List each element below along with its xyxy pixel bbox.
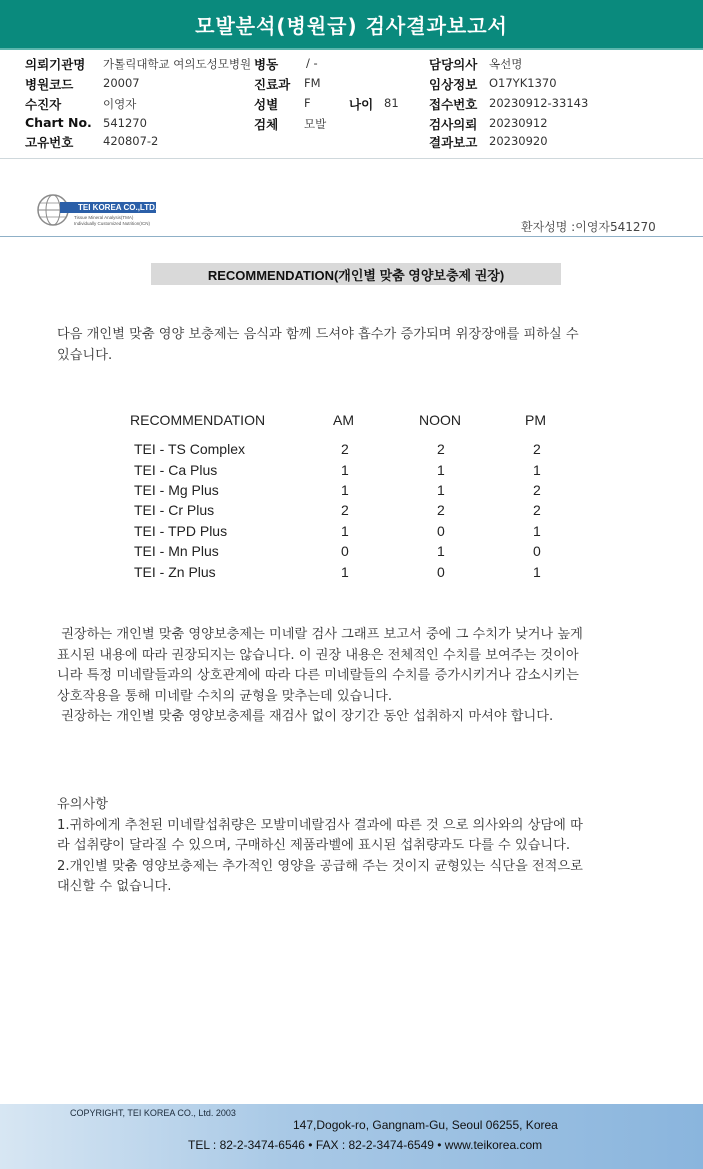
recommendation-title <box>151 263 561 285</box>
intro-line: 다음 개인별 맞춤 영양 보충제는 음식과 함께 드셔야 흡수가 증가되며 위장장애를 피하실 수 <box>57 327 579 342</box>
caution-line: 1.귀하에게 추천된 미네랄섭취량은 모발미네랄검사 결과에 따른 것 으로 의사와의 상담에 따 <box>57 817 583 833</box>
am-dose: 2 <box>341 502 349 518</box>
notice-line: 니라 특정 미네랄들과의 상호관계에 따라 다른 미네랄들의 수치를 증가시키거나 감소시키는 <box>57 668 579 683</box>
request-date-label: 검사의뢰 <box>429 117 478 132</box>
hospital-code-value: 20007 <box>103 76 140 90</box>
pm-dose: 1 <box>533 462 541 478</box>
notice-line: 상호작용을 통해 미네랄 수치의 균형을 맞추는데 있습니다. <box>57 688 393 704</box>
request-date-value: 20230912 <box>489 116 548 130</box>
am-dose: 1 <box>341 482 349 498</box>
logo-divider <box>0 236 703 237</box>
intro-paragraph <box>57 325 677 366</box>
am-dose: 0 <box>341 543 349 559</box>
pm-dose: 1 <box>533 564 541 580</box>
pm-dose: 2 <box>533 482 541 498</box>
am-dose: 2 <box>341 441 349 457</box>
report-header <box>0 0 703 48</box>
recommendation-title-text: RECOMMENDATION(개인별 맞춤 영양보충제 권장) <box>207 267 505 283</box>
department-label: 진료과 <box>254 77 291 92</box>
pm-dose: 2 <box>533 441 541 457</box>
noon-dose: 2 <box>437 441 445 457</box>
unique-no-value: 420807-2 <box>103 134 159 148</box>
doctor-label: 담당의사 <box>429 57 478 72</box>
age-label: 나이 <box>349 97 374 112</box>
clinical-info-value: O17YK1370 <box>489 76 557 90</box>
logo-line2: Individually Customized Nutrition(ICN) <box>74 221 151 226</box>
caution-section <box>57 795 677 898</box>
col-header-noon: NOON <box>419 412 461 428</box>
hospital-code-label: 병원코드 <box>25 77 74 92</box>
receipt-no-value: 20230912-33143 <box>489 96 589 110</box>
header-divider <box>0 48 703 50</box>
doctor-value: 옥선명 <box>489 57 523 71</box>
chart-no-label: Chart No. <box>25 115 92 130</box>
supplement-name: TEI - Mn Plus <box>134 543 219 559</box>
supplement-name: TEI - Mg Plus <box>134 482 219 498</box>
copyright-text: COPYRIGHT, TEI KOREA CO., Ltd. 2003 <box>70 1108 236 1118</box>
ward-label: 병동 <box>254 57 279 72</box>
noon-dose: 0 <box>437 523 445 539</box>
page-footer <box>0 1104 703 1169</box>
examinee-label: 수진자 <box>25 97 62 112</box>
supplement-name: TEI - TPD Plus <box>134 523 228 539</box>
report-date-value: 20230920 <box>489 134 548 148</box>
noon-dose: 1 <box>437 482 445 498</box>
department-value: FM <box>304 76 321 90</box>
tei-korea-logo <box>36 193 196 227</box>
col-header-pm: PM <box>525 412 546 428</box>
supplement-name: TEI - Ca Plus <box>134 462 218 478</box>
caution-line: 2.개인별 맞춤 영양보충제는 추가적인 영양을 공급해 주는 것이지 균형있는 식단을 전적으로 <box>57 858 583 874</box>
caution-heading: 유의사항 <box>57 797 108 812</box>
examinee-value: 이영자 <box>103 97 137 111</box>
clinical-info-label: 임상정보 <box>429 77 478 92</box>
caution-line: 대신할 수 없습니다. <box>57 879 172 894</box>
notice-line: 권장하는 개인별 맞춤 영양보충제는 미네랄 검사 그래프 보고서 중에 그 수치가 낮거나 높게 <box>57 627 583 642</box>
caution-line: 라 섭취량이 달라질 수 있으며, 구매하신 제품라벨에 표시된 섭취량과도 다를 수 있습니다. <box>57 838 571 853</box>
supplement-name: TEI - Cr Plus <box>134 502 215 518</box>
sex-label: 성별 <box>254 97 279 112</box>
unique-no-label: 고유번호 <box>25 135 74 150</box>
pm-dose: 2 <box>533 502 541 518</box>
am-dose: 1 <box>341 523 349 539</box>
col-header-am: AM <box>333 412 354 428</box>
col-header-recommendation: RECOMMENDATION <box>130 412 266 428</box>
noon-dose: 1 <box>437 543 445 559</box>
am-dose: 1 <box>341 462 349 478</box>
supplement-name: TEI - Zn Plus <box>134 564 216 580</box>
pm-dose: 1 <box>533 523 541 539</box>
am-dose: 1 <box>341 564 349 580</box>
contact-text: TEL : 82-2-3474-6546 • FAX : 82-2-3474-6549 • www.teikorea.com <box>188 1138 543 1152</box>
noon-dose: 0 <box>437 564 445 580</box>
specimen-value: 모발 <box>304 117 327 131</box>
chart-no-value: 541270 <box>103 116 147 130</box>
institution-value: 가톨릭대학교 여의도성모병원 <box>103 57 252 71</box>
logo-line1: Tissue Mineral Analysis(TMA) <box>74 215 134 220</box>
sex-value: F <box>304 96 311 110</box>
noon-dose: 2 <box>437 502 445 518</box>
logo-brand: TEI KOREA CO.,LTD. <box>78 203 158 212</box>
institution-label: 의뢰기관명 <box>25 57 86 72</box>
info-divider <box>0 158 703 159</box>
specimen-label: 검체 <box>254 117 279 132</box>
notice-line: 권장하는 개인별 맞춤 영양보충제를 재검사 없이 장기간 동안 섭취하지 마셔야 합니다. <box>57 709 554 724</box>
receipt-no-label: 접수번호 <box>429 97 478 112</box>
report-date-label: 결과보고 <box>429 135 478 150</box>
report-title: 모발분석(병원급) 검사결과보고서 <box>195 13 508 38</box>
notice-line: 표시된 내용에 따라 권장되지는 않습니다. 이 권장 내용은 전체적인 수치를 보여주는 것이아 <box>57 647 579 663</box>
pm-dose: 0 <box>533 543 541 559</box>
supplement-name: TEI - TS Complex <box>134 441 245 457</box>
patient-name-line: 환자성명 :이영자541270 <box>521 220 656 234</box>
intro-line: 있습니다. <box>57 347 113 363</box>
address-text: 147,Dogok-ro, Gangnam-Gu, Seoul 06255, Korea <box>293 1118 558 1132</box>
notice-paragraph <box>57 625 677 728</box>
noon-dose: 1 <box>437 462 445 478</box>
age-value: 81 <box>384 96 399 110</box>
ward-value: / - <box>306 56 318 70</box>
